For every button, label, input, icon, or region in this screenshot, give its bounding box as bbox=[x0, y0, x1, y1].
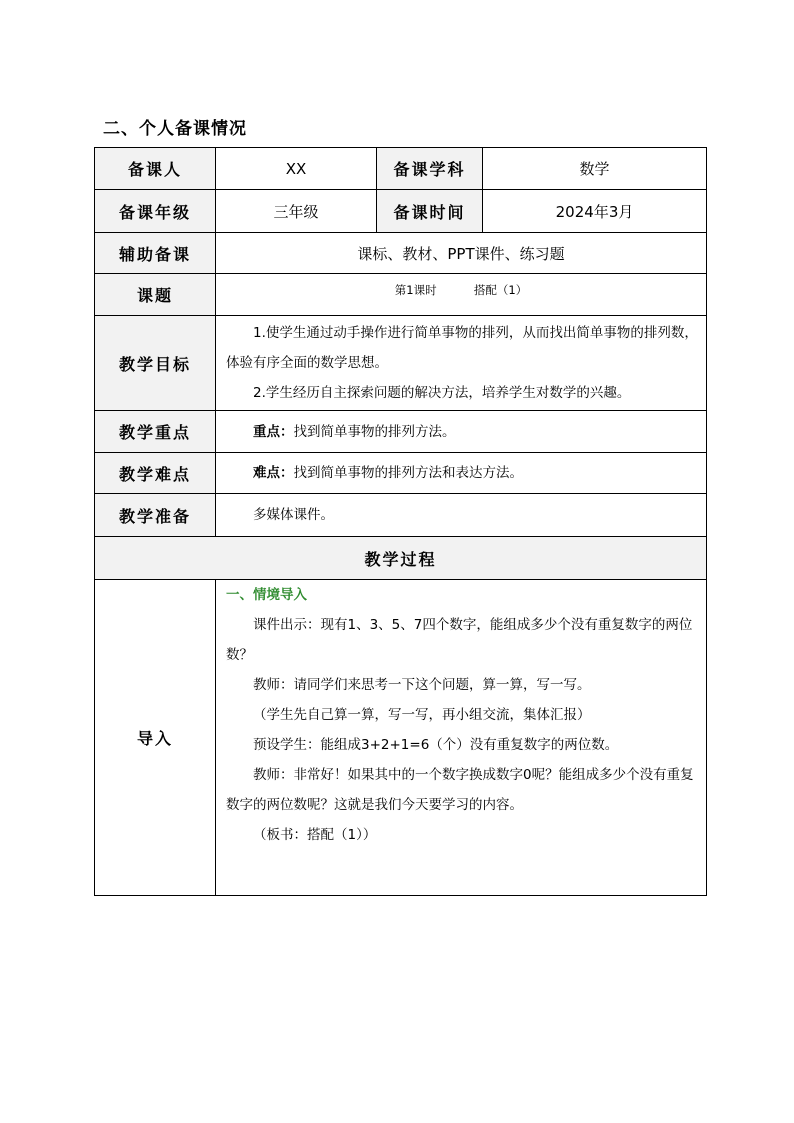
row-intro bbox=[95, 580, 707, 896]
preparation-label: 教学准备 bbox=[95, 494, 216, 537]
row-key-point bbox=[95, 411, 707, 453]
difficulty-prefix: 难点： bbox=[253, 465, 294, 481]
intro-paragraph: 教师：非常好！如果其中的一个数字换成数字0呢？能组成多少个没有重复数字的两位数呢？这就是我们今天要学习的内容。 bbox=[226, 767, 694, 813]
preparation-content bbox=[216, 494, 707, 537]
key-point-text: 找到简单事物的排列方法。 bbox=[293, 423, 456, 440]
intro-content bbox=[216, 580, 707, 896]
intro-section-title: 一、情境导入 bbox=[226, 587, 307, 603]
subject-value: 数学 bbox=[483, 148, 707, 190]
row-objectives bbox=[95, 316, 707, 411]
intro-paragraph: 教师：请同学们来思考一下这个问题，算一算，写一写。 bbox=[253, 677, 591, 693]
intro-paragraph: 预设学生：能组成3+2+1=6（个）没有重复数字的两位数。 bbox=[253, 737, 619, 753]
topic-title: 搭配（1） bbox=[473, 283, 528, 297]
aux-value: 课标、教材、PPT课件、练习题 bbox=[216, 233, 707, 274]
key-point-label: 教学重点 bbox=[95, 411, 216, 453]
lesson-plan-table bbox=[94, 147, 707, 896]
key-point-prefix: 重点： bbox=[253, 423, 294, 440]
intro-paragraph: 课件出示：现有1、3、5、7四个数字，能组成多少个没有重复数字的两位数？ bbox=[226, 617, 693, 663]
intro-paragraph: （学生先自己算一算，写一写，再小组交流，集体汇报） bbox=[253, 707, 591, 723]
objective-item: 1.使学生通过动手操作进行简单事物的排列，从而找出简单事物的排列数，体验有序全面的数学思想。 bbox=[226, 325, 698, 371]
time-label: 备课时间 bbox=[377, 190, 483, 233]
difficulty-text: 找到简单事物的排列方法和表达方法。 bbox=[293, 465, 523, 481]
row-aux bbox=[95, 233, 707, 274]
topic-lesson: 第1课时 bbox=[394, 283, 437, 297]
process-header: 教学过程 bbox=[95, 537, 707, 580]
preparation-text: 多媒体课件。 bbox=[253, 507, 334, 523]
row-preparer bbox=[95, 148, 707, 190]
objective-item: 2.学生经历自主探索问题的解决方法，培养学生对数学的兴趣。 bbox=[253, 385, 631, 401]
aux-label: 辅助备课 bbox=[95, 233, 216, 274]
intro-paragraph: （板书：搭配（1）） bbox=[253, 827, 377, 843]
key-point-content bbox=[216, 411, 707, 453]
topic-value bbox=[216, 274, 707, 316]
row-preparation bbox=[95, 494, 707, 537]
section-heading: 二、个人备课情况 bbox=[103, 119, 247, 139]
difficulty-label: 教学难点 bbox=[95, 453, 216, 494]
grade-value: 三年级 bbox=[216, 190, 377, 233]
objectives-label: 教学目标 bbox=[95, 316, 216, 411]
objectives-content bbox=[216, 316, 707, 411]
topic-label: 课题 bbox=[95, 274, 216, 316]
intro-label: 导入 bbox=[95, 580, 216, 896]
row-difficulty bbox=[95, 453, 707, 494]
row-topic bbox=[95, 274, 707, 316]
preparer-label: 备课人 bbox=[95, 148, 216, 190]
preparer-value: XX bbox=[216, 148, 377, 190]
grade-label: 备课年级 bbox=[95, 190, 216, 233]
subject-label: 备课学科 bbox=[377, 148, 483, 190]
row-process-header bbox=[95, 537, 707, 580]
row-grade bbox=[95, 190, 707, 233]
time-value: 2024年3月 bbox=[483, 190, 707, 233]
difficulty-content bbox=[216, 453, 707, 494]
